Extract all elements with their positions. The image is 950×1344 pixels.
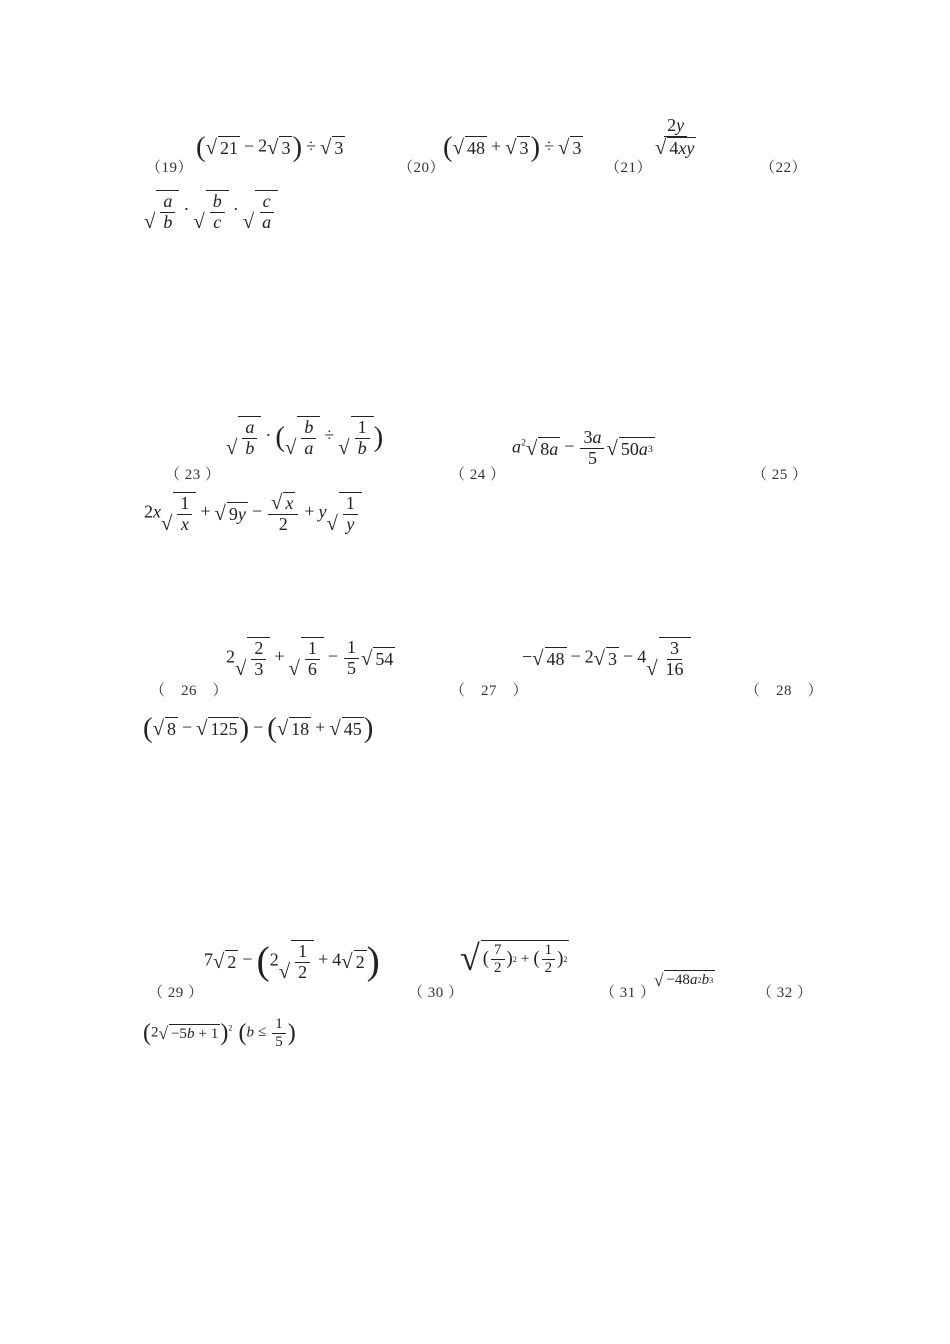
problem-23-label: （ 23 ） xyxy=(165,467,221,483)
expression-23: √ a b · ( √ b a ÷ √ 1 b ) xyxy=(226,417,384,459)
expression-22: √ a b · √ b c · √ c a xyxy=(144,190,278,233)
expression-21: 2y √ 4 xy xyxy=(655,115,695,159)
expression-26: 2 √ 2 3 + √ 1 6 − $\frac{1}{5}$ √ 54 xyxy=(226,637,394,680)
problem-28-label: （ 28 ） xyxy=(745,683,824,699)
expression-28: ( √ 8 − √ 125 ) − ( √ 18 + √ 45 ) xyxy=(143,712,374,744)
expression-30: √ ( 7 2 ) 2 + ( 1 2 ) 2 xyxy=(460,938,568,978)
expression-24: $a^2$ √ 8 a − $\frac{3a}{5}$ √ 50 a 3 xyxy=(512,427,653,468)
problem-29-label: （ 29 ） xyxy=(148,985,204,1001)
problem-27-label: （ 27 ） xyxy=(450,683,529,699)
problem-32-label: （ 32 ） xyxy=(757,985,813,1001)
expression-27: − √ 48 − 2 √ 3 − 4 √ 3 16 xyxy=(522,637,691,680)
expression-32: (2 √ −5 b + 1 )$^2$ (b ≤ $\frac{1}{5}$ ) xyxy=(143,1016,296,1050)
problem-24-label: （ 24 ） xyxy=(450,467,506,483)
expression-31: √ −48 a 2 b 3 xyxy=(654,970,714,990)
expression-19: ( √ 21 − 2 √ 3 ) ÷ √ 3 xyxy=(196,131,344,163)
problem-30-label: （ 30 ） xyxy=(408,985,464,1001)
problem-26-label: （ 26 ） xyxy=(150,683,229,699)
expression-20: ( √ 48 + √ 3 ) ÷ √ 3 xyxy=(443,131,582,163)
expression-25: 2x √ 1 x + √ 9 y − √ x 2 + y √ 1 y xyxy=(144,492,362,535)
problem-21-label: （21） xyxy=(605,160,653,176)
problem-20-label: （20） xyxy=(398,160,446,176)
problem-31-label: （ 31 ） xyxy=(600,985,656,1001)
problem-19-label: （19） xyxy=(146,160,194,176)
expression-29: 7 √ 2 − (2 √ 1 2 + 4 √ 2 ) xyxy=(204,938,380,983)
problem-25-label: （ 25 ） xyxy=(752,467,808,483)
problem-22-label: （22） xyxy=(760,160,808,176)
